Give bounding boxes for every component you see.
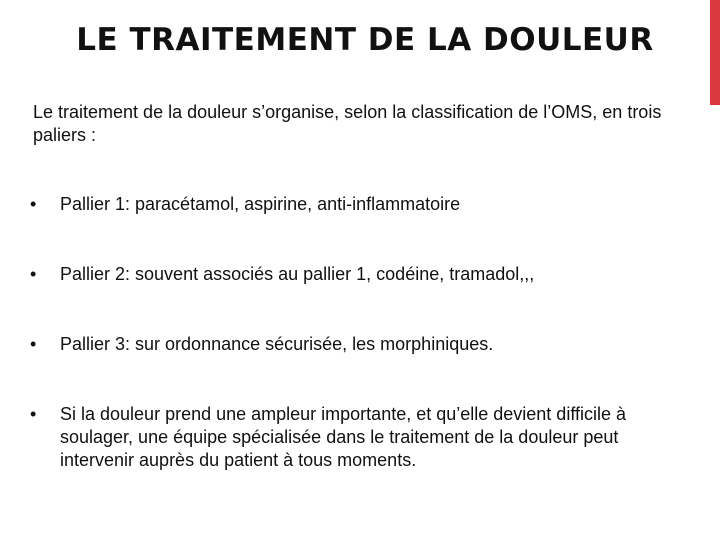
bullet-marker: •: [30, 404, 37, 424]
bullet-marker: •: [30, 194, 37, 214]
bullet-item-pallier-3: [30, 333, 690, 356]
bullet-item-pallier-2: [30, 263, 690, 286]
bullet-text: Pallier 3: sur ordonnance sécurisée, les morphiniques.: [60, 334, 494, 354]
bullet-item-equipe-douleur: [30, 403, 690, 472]
bullet-marker: •: [30, 334, 37, 354]
intro-paragraph: Le traitement de la douleur s’organise, selon la classification de l’OMS, en trois paliers :: [33, 102, 662, 145]
bullet-text: Pallier 2: souvent associés au pallier 1, codéine, tramadol,,,: [60, 264, 535, 284]
bullet-item-pallier-1: [30, 193, 690, 216]
bullet-marker: •: [30, 264, 37, 284]
bullet-text: Pallier 1: paracétamol, aspirine, anti-inflammatoire: [60, 194, 461, 214]
bullet-text: Si la douleur prend une ampleur importante, et qu’elle devient difficile à soulager, une équipe spécialisée dans le traitement de la douleur peut intervenir auprès du patient à tous moments.: [60, 404, 627, 470]
accent-bar: [710, 0, 720, 105]
slide-title: LE TRAITEMENT DE LA DOULEUR: [76, 22, 654, 58]
